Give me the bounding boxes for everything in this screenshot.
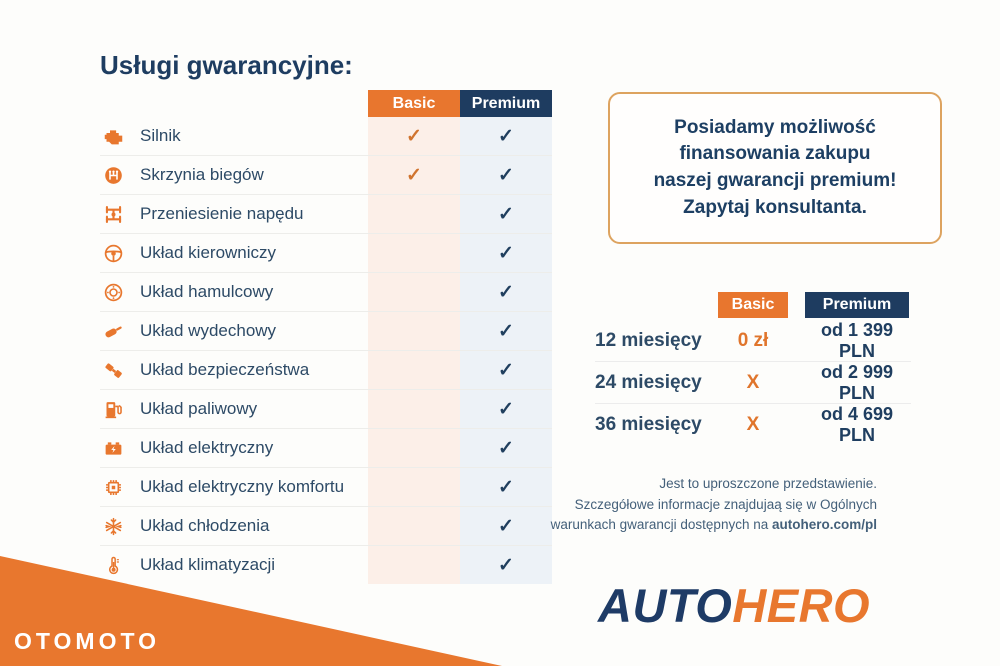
pricing-basic-header: Basic <box>718 292 788 318</box>
service-label: Układ kierowniczy <box>140 243 277 262</box>
table-row <box>100 117 552 156</box>
table-row <box>100 468 552 507</box>
pricing-period: 36 miesięcy <box>595 414 702 435</box>
pricing-basic-value: X <box>746 414 760 435</box>
premium-check: ✓ <box>498 242 514 264</box>
premium-check: ✓ <box>498 125 514 147</box>
premium-column-header: Premium <box>460 90 552 117</box>
steering-wheel-icon <box>100 243 140 264</box>
service-label: Układ chłodzenia <box>140 516 270 535</box>
engine-icon <box>100 126 140 147</box>
table-row <box>595 403 911 445</box>
service-label: Skrzynia biegów <box>140 165 264 184</box>
pricing-premium-value: od 4 699 PLN <box>820 404 894 445</box>
basic-check: ✓ <box>406 125 422 147</box>
table-row <box>100 390 552 429</box>
disclaimer-line: Jest to uproszczone przedstawienie. <box>659 476 877 491</box>
basic-column-header: Basic <box>368 90 460 117</box>
autohero-logo-hero: HERO <box>732 579 871 632</box>
seatbelt-icon <box>100 360 140 381</box>
service-label: Układ wydechowy <box>140 321 277 340</box>
table-row <box>595 361 911 403</box>
table-row <box>595 320 911 361</box>
service-label: Układ hamulcowy <box>140 282 274 301</box>
premium-check: ✓ <box>498 164 514 186</box>
pricing-basic-value: 0 zł <box>737 330 769 351</box>
pricing-table-header <box>595 292 911 318</box>
service-label: Układ paliwowy <box>140 399 258 418</box>
chip-icon <box>100 477 140 498</box>
premium-check: ✓ <box>498 554 514 576</box>
premium-check: ✓ <box>498 281 514 303</box>
pricing-premium-value: od 1 399 PLN <box>820 320 894 361</box>
pricing-period: 24 miesięcy <box>595 372 702 393</box>
disclaimer-text <box>497 474 877 536</box>
service-label: Przeniesienie napędu <box>140 204 304 223</box>
disclaimer-line-prefix: warunkach gwarancji dostępnych na <box>550 517 772 533</box>
autohero-logo <box>598 578 870 633</box>
table-row <box>100 546 552 584</box>
basic-check: ✓ <box>406 164 422 186</box>
services-table-header <box>100 90 552 117</box>
disclaimer-line: Szczegółowe informacje znajdujaą się w Ogólnych <box>574 496 877 512</box>
pricing-table <box>595 292 911 445</box>
service-label: Silnik <box>140 126 181 145</box>
premium-check: ✓ <box>498 320 514 342</box>
premium-check: ✓ <box>498 398 514 420</box>
services-table-body <box>100 117 552 584</box>
table-row <box>100 195 552 234</box>
drivetrain-icon <box>100 204 140 225</box>
pricing-premium-value: od 2 999 PLN <box>820 362 894 403</box>
table-row <box>100 273 552 312</box>
service-label: Układ klimatyzacji <box>140 555 276 574</box>
autohero-url: autohero.com/pl <box>771 517 877 533</box>
table-row <box>100 351 552 390</box>
snowflake-icon <box>100 516 140 537</box>
table-row <box>100 234 552 273</box>
services-header-spacer <box>100 90 368 117</box>
table-row <box>100 156 552 195</box>
service-label: Układ bezpieczeństwa <box>140 360 310 379</box>
thermometer-icon <box>100 555 140 576</box>
financing-promo-box <box>608 92 942 244</box>
services-table <box>100 90 552 584</box>
premium-check: ✓ <box>498 476 514 498</box>
premium-check: ✓ <box>498 203 514 225</box>
gearbox-icon <box>100 165 140 186</box>
premium-check: ✓ <box>498 515 514 537</box>
table-row <box>100 312 552 351</box>
promo-line: Zapytaj konsultanta. <box>683 196 867 218</box>
service-label: Układ elektryczny <box>140 438 274 457</box>
promo-line: naszej gwarancji premium! <box>653 170 897 191</box>
brake-disc-icon <box>100 282 140 303</box>
promo-line: finansowania zakupu <box>679 143 871 165</box>
table-row <box>100 429 552 468</box>
autohero-logo-auto: AUTO <box>598 579 733 632</box>
service-label: Układ elektryczny komfortu <box>140 477 345 496</box>
exhaust-icon <box>100 321 140 342</box>
pricing-period: 12 miesięcy <box>595 330 702 351</box>
pricing-basic-value: X <box>746 372 760 393</box>
promo-line: Posiadamy możliwość <box>674 116 876 138</box>
fuel-pump-icon <box>100 399 140 420</box>
pricing-premium-header: Premium <box>805 292 909 318</box>
premium-check: ✓ <box>498 359 514 381</box>
premium-check: ✓ <box>498 437 514 459</box>
page-title: Usługi gwarancyjne: <box>100 50 353 80</box>
battery-icon <box>100 438 140 459</box>
table-row <box>100 507 552 546</box>
otomoto-logo: OTOMOTO <box>14 628 160 654</box>
disclaimer-line <box>497 515 877 536</box>
